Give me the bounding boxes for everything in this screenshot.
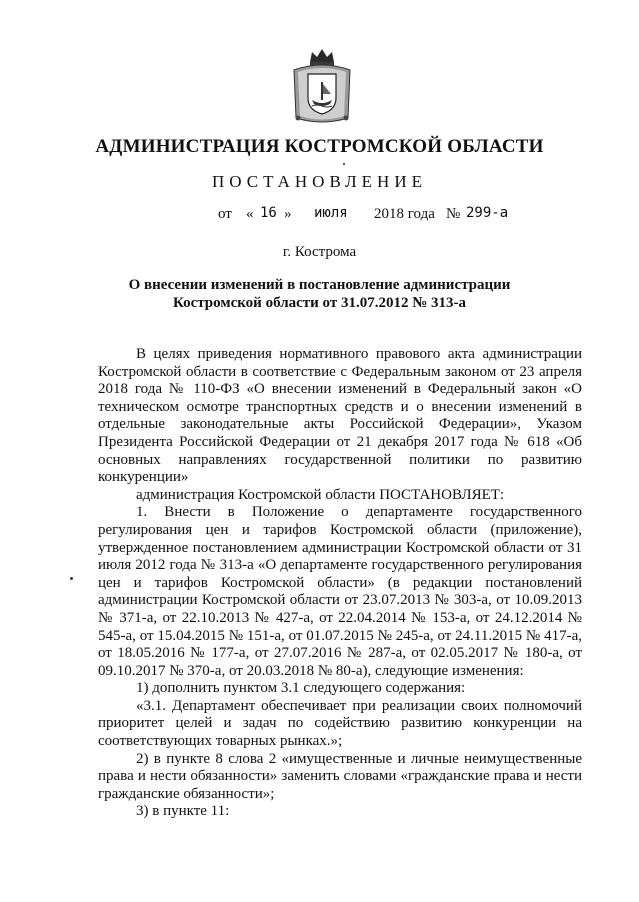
date-close-quote: » xyxy=(284,206,292,222)
kostroma-coat-of-arms-icon xyxy=(288,48,356,126)
city: г. Кострома xyxy=(282,244,357,260)
number-prefix: № xyxy=(446,206,461,222)
date-open-quote: « xyxy=(246,206,254,222)
document-body xyxy=(98,346,582,821)
date-prefix: от xyxy=(218,206,232,222)
paragraph-item-1: 1. Внести в Положение о департаменте государственного регулирования цен и тарифов Костромской области (приложение), утвержденное постановлением администрации Костромской области от 31 июля 2012 года № 313-а «О департаменте государственного регулирования цен и тарифов Костромской области» (в редакции постановлений администрации Костромской области от 23.07.2013 № 303-а, от 10.09.2013 № 371-а, от 22.10.2013 № 427-а, от 22.04.2014 № 153-а, от 24.12.2014 № 545-а, от 15.04.2015 № 151-а, от 01.07.2015 № 245-а, от 24.11.2015 № 417-а, от 18.05.2016 № 177-а, от 27.07.2016 № 287-а, от 02.05.2017 № 180-а, от 09.10.2017 № 370-а, от 20.03.2018 № 80-а), следующие изменения: xyxy=(98,504,582,679)
organization-title: АДМИНИСТРАЦИЯ КОСТРОМСКОЙ ОБЛАСТИ xyxy=(95,136,544,157)
document-number: 299-а xyxy=(466,205,509,221)
document-heading xyxy=(0,276,639,312)
date-day: 16 xyxy=(260,205,277,221)
paragraph-subitem-3: 3) в пункте 11: xyxy=(136,803,230,820)
date-month: июля xyxy=(314,205,348,221)
paragraph-subitem-1: 1) дополнить пунктом 3.1 следующего содержания: xyxy=(136,680,466,697)
date-year: 2018 года xyxy=(374,206,435,222)
paragraph-decree: администрация Костромской области ПОСТАНОВЛЯЕТ: xyxy=(136,486,505,503)
scan-speck xyxy=(70,577,73,580)
paragraph-quote-3-1: «3.1. Департамент обеспечивает при реализации своих полномочий приоритет целей и задач по содействию развитию конкуренции на соответствующих товарных рынках.»; xyxy=(98,697,582,750)
heading-line-2: Костромской области от 31.07.2012 № 313-а xyxy=(172,295,467,311)
heading-line-1: О внесении изменений в постановление администрации xyxy=(128,277,511,293)
document-type: ПОСТАНОВЛЕНИЕ xyxy=(211,172,427,191)
paragraph-preamble: В целях приведения нормативного правового акта администрации Костромской области в соответствие с Федеральным законом от 23 апреля 2018 года № 110-ФЗ «О внесении изменений в Федеральный закон «О техническом осмотре транспортных средств и о внесении изменений в отдельные законодательные акты Российской Федерации», Указом Президента Российской Федерации от 21 декабря 2017 года № 618 «Об основных направлениях государственной политики по развитию конкуренции» xyxy=(98,346,582,486)
paragraph-subitem-2: 2) в пункте 8 слова 2 «имущественные и личные неимущественные права и нести обязанности» заменить словами «гражданские права и нести гражданские обязанности»; xyxy=(98,750,582,802)
scan-dot xyxy=(343,163,345,165)
